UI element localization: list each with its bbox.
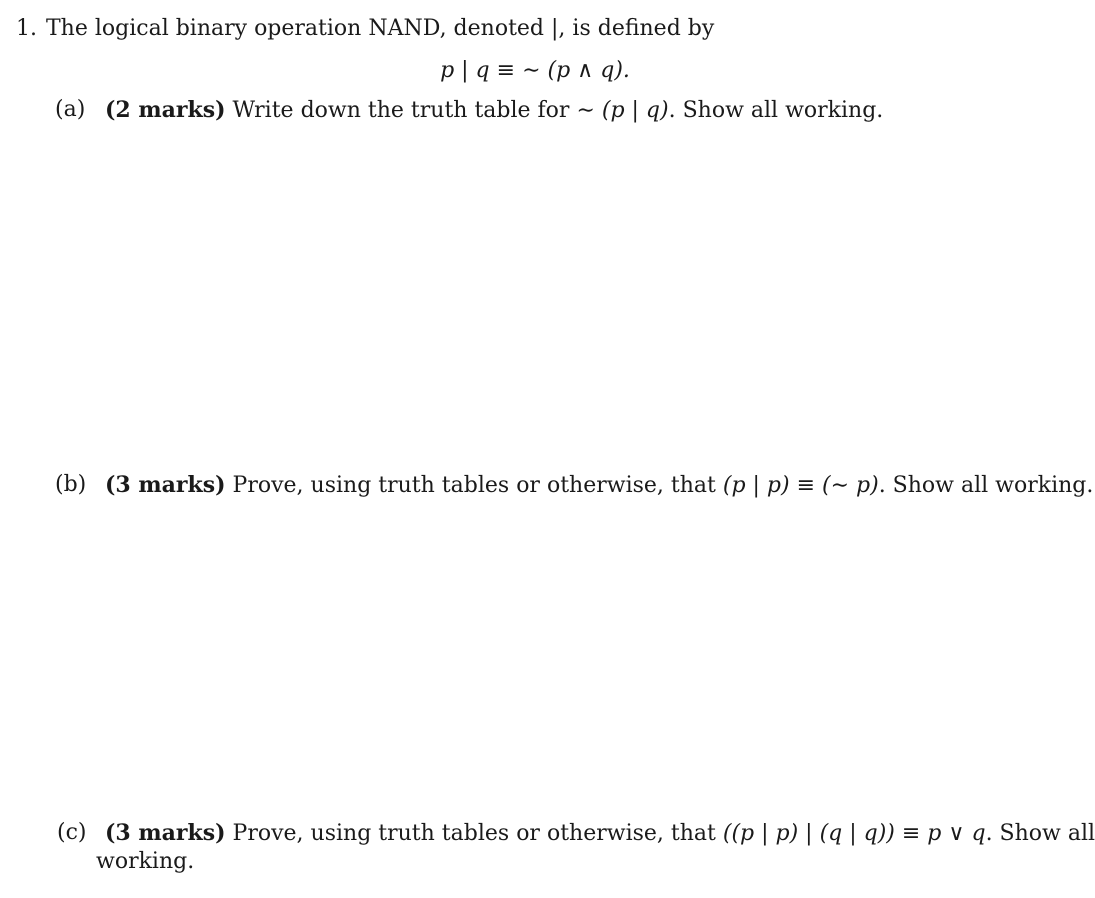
part-b-prompt — [105, 470, 1093, 501]
part-c-text-before: Prove, using truth tables or otherwise, that — [225, 821, 723, 846]
part-c-label: (c) — [57, 820, 87, 845]
nand-definition-formula: p | q ≡ ∼ (p ∧ q). — [440, 58, 630, 83]
part-a-marks: (2 marks) — [105, 97, 226, 123]
part-b-marks: (3 marks) — [105, 472, 226, 498]
part-a-prompt — [105, 95, 883, 126]
part-b-text-before: Prove, using truth tables or otherwise, that — [225, 473, 723, 498]
part-c-marks: (3 marks) — [105, 820, 226, 846]
part-a-label: (a) — [55, 97, 86, 122]
part-a-math: ∼ (p | q) — [576, 98, 669, 123]
part-c-continuation: working. — [96, 849, 195, 874]
part-a-text-before: Write down the truth table for — [225, 98, 577, 123]
part-b-math: (p | p) ≡ (∼ p) — [722, 473, 879, 498]
part-b-label: (b) — [55, 472, 87, 497]
part-b-text-after: . Show all working. — [878, 473, 1094, 498]
question-stem: The logical binary operation NAND, denoted |, is defined by — [46, 16, 715, 41]
question-number: 1. — [16, 16, 37, 41]
part-a-text-after: . Show all working. — [668, 98, 884, 123]
part-c-text-after: . Show all — [985, 821, 1095, 846]
part-c-math: ((p | p) | (q | q)) ≡ p ∨ q — [722, 821, 986, 846]
part-c-prompt — [105, 818, 1095, 849]
